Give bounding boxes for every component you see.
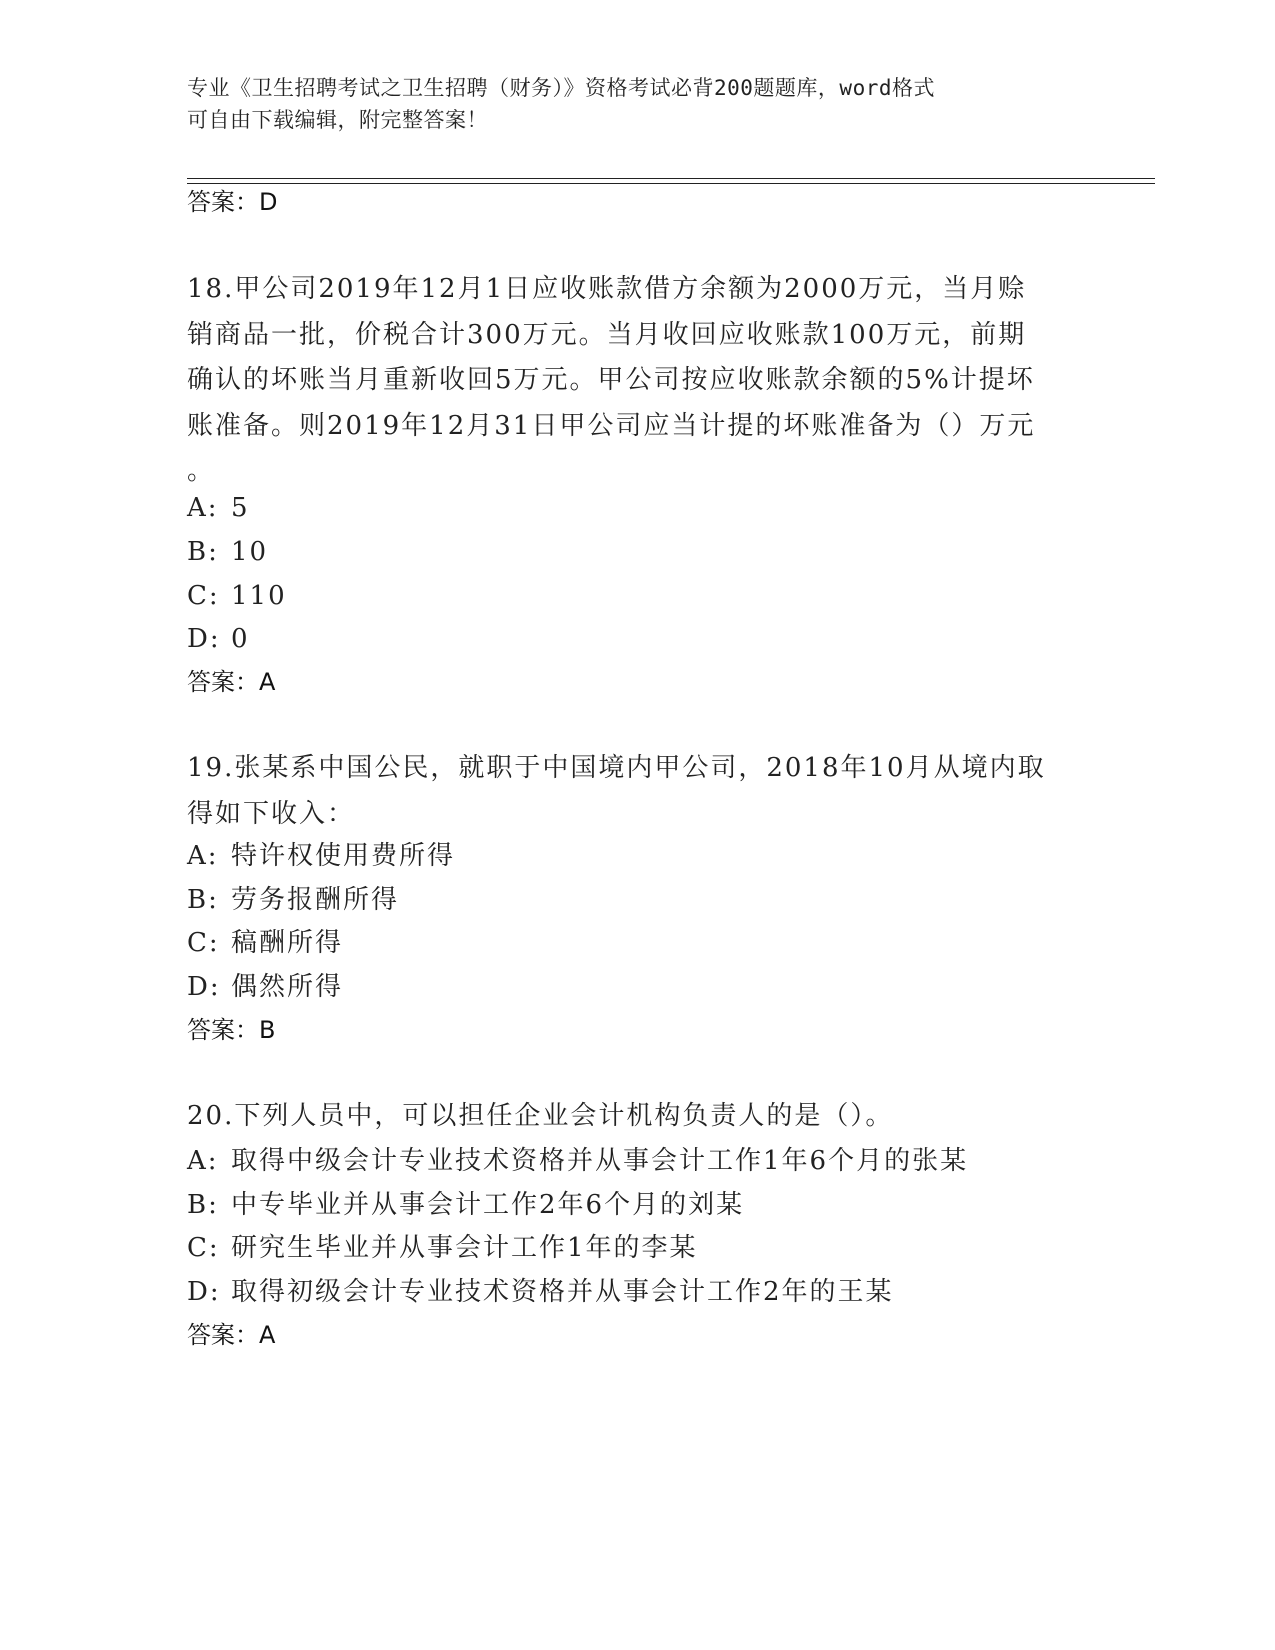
question-line: 19.张某系中国公民，就职于中国境内甲公司，2018年10月从境内取 xyxy=(187,753,1046,783)
document-header xyxy=(187,72,1087,136)
header-divider-top xyxy=(187,178,1155,179)
question-19-option-a: A: 特许权使用费所得 xyxy=(187,841,456,871)
question-line: 。 xyxy=(187,456,216,486)
header-divider-bottom xyxy=(187,183,1155,184)
question-19-option-c: C: 稿酬所得 xyxy=(187,928,344,958)
question-18-option-d: D: 0 xyxy=(187,624,250,654)
question-19-answer: 答案：B xyxy=(187,1016,276,1044)
header-line-2: 可自由下载编辑，附完整答案！ xyxy=(187,108,488,132)
question-20-text xyxy=(187,1094,1087,1140)
question-18-answer: 答案：A xyxy=(187,668,276,696)
question-18-option-c: C: 110 xyxy=(187,581,287,611)
question-20-option-d: D: 取得初级会计专业技术资格并从事会计工作2年的王某 xyxy=(187,1277,894,1307)
question-20-option-c: C: 研究生毕业并从事会计工作1年的李某 xyxy=(187,1233,698,1263)
question-line: 账准备。则2019年12月31日甲公司应当计提的坏账准备为（）万元 xyxy=(187,410,1036,441)
question-line: 确认的坏账当月重新收回5万元。甲公司按应收账款余额的5%计提坏 xyxy=(187,365,1035,395)
header-line-1: 专业《卫生招聘考试之卫生招聘（财务）》资格考试必背200题题库，word格式 xyxy=(187,76,935,100)
prev-question-answer: 答案：D xyxy=(187,188,278,216)
question-line: 20.下列人员中，可以担任企业会计机构负责人的是（）。 xyxy=(187,1101,894,1131)
question-18-text xyxy=(187,267,1087,495)
question-19-option-d: D: 偶然所得 xyxy=(187,972,344,1002)
question-18-option-a: A: 5 xyxy=(187,493,250,523)
question-20-answer: 答案：A xyxy=(187,1321,276,1349)
question-19-text xyxy=(187,746,1087,837)
question-line: 得如下收入： xyxy=(187,798,356,829)
question-line: 18.甲公司2019年12月1日应收账款借方余额为2000万元，当月赊 xyxy=(187,274,1027,304)
question-line: 销商品一批，价税合计300万元。当月收回应收账款100万元，前期 xyxy=(187,319,1027,350)
question-19-option-b: B: 劳务报酬所得 xyxy=(187,885,400,915)
question-20-option-b: B: 中专毕业并从事会计工作2年6个月的刘某 xyxy=(187,1190,745,1220)
question-20-option-a: A: 取得中级会计专业技术资格并从事会计工作1年6个月的张某 xyxy=(187,1146,969,1176)
question-18-option-b: B: 10 xyxy=(187,537,269,567)
